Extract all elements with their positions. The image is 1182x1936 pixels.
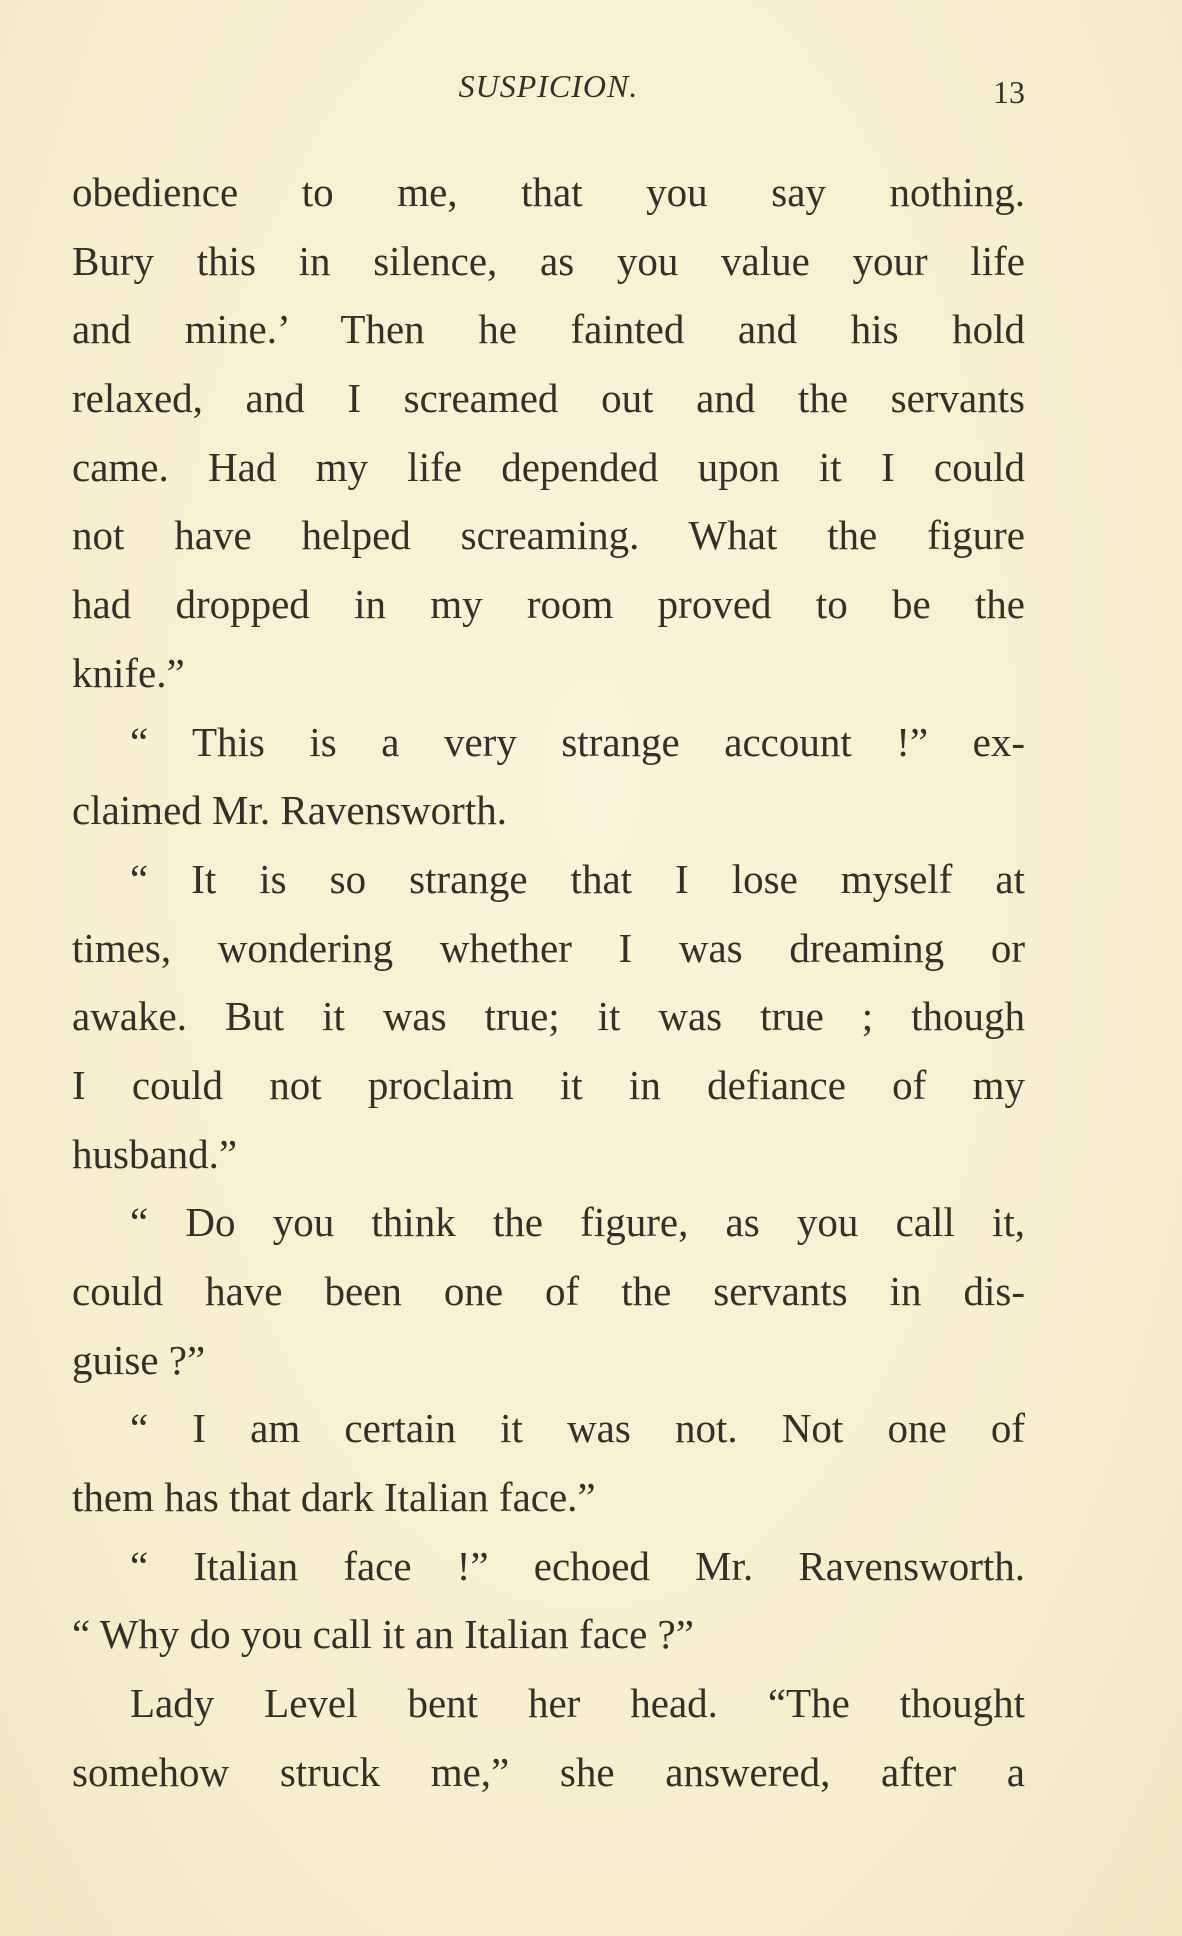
text-line: them has that dark Italian face.” [72,1474,596,1521]
text-line: had dropped in my room proved to be the [72,581,1025,628]
text-line: Lady Level bent her head. “The thought [130,1680,1025,1727]
text-line: “ It is so strange that I lose myself at [130,855,1025,902]
text-line: husband.” [72,1130,238,1177]
body-text [72,158,1025,1807]
text-line: “ This is a very strange account !” ex- [130,718,1025,765]
chapter-title: SUSPICION. [458,68,639,104]
text-line: times, wondering whether I was dreaming or [72,924,1025,971]
text-line: not have helped screaming. What the figure [72,512,1025,559]
text-line: knife.” [72,649,185,696]
text-line: awake. But it was true; it was true ; though [72,993,1025,1040]
text-line: and mine.’ Then he fainted and his hold [72,306,1025,353]
text-line: obedience to me, that you say nothing. [72,169,1025,215]
text-line: “ Why do you call it an Italian face ?” [72,1611,694,1658]
text-line: somehow struck me,” she answered, after a [72,1748,1025,1795]
page-number: 13 [993,74,1025,110]
text-line: “ Italian face !” echoed Mr. Ravensworth. [130,1542,1025,1589]
text-line: guise ?” [72,1336,206,1383]
text-line: “ Do you think the figure, as you call it, [130,1199,1025,1246]
text-line: claimed Mr. Ravensworth. [72,787,507,834]
text-line: “ I am certain it was not. Not one of [130,1405,1025,1452]
text-line: came. Had my life depended upon it I could [72,443,1025,490]
text-line: relaxed, and I screamed out and the servants [72,375,1025,422]
text-line: Bury this in silence, as you value your life [72,237,1025,284]
running-head [72,68,1025,108]
text-line: could have been one of the servants in dis- [72,1268,1025,1314]
text-line: I could not proclaim it in defiance of my [72,1061,1025,1108]
